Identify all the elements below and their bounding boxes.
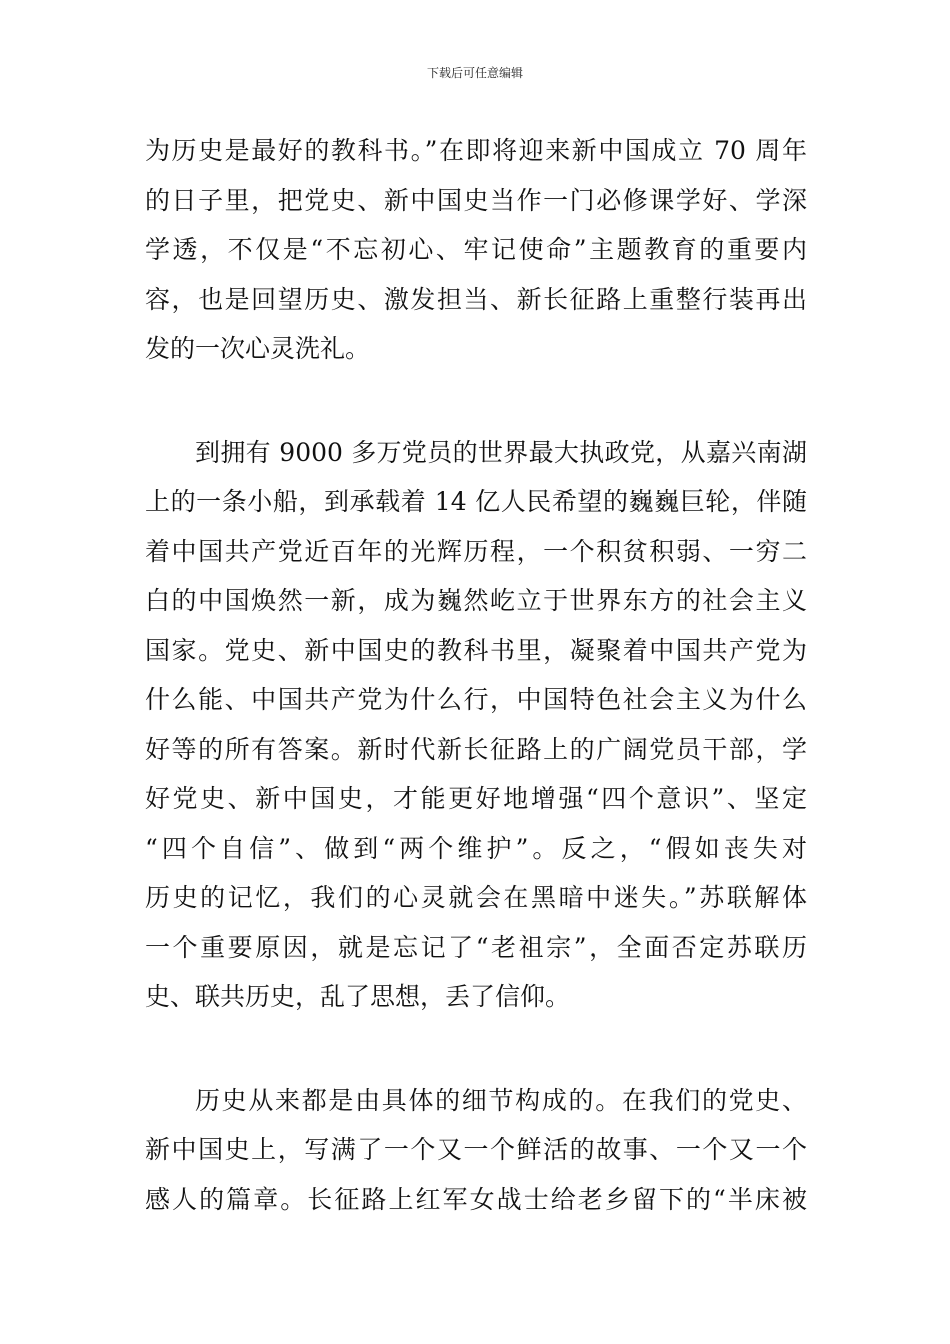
text-line: 史、联共历史，乱了思想，丢了信仰。: [145, 982, 571, 1011]
paragraph-1: [145, 126, 807, 374]
text-line: 什么能、中国共产党为什么行，中国特色社会主义为什么: [145, 685, 807, 714]
text-line: 着中国共产党近百年的光辉历程，一个积贫积弱、一穷二: [145, 536, 807, 566]
paragraph-2: [145, 428, 807, 1022]
text-line: 历史从来都是由具体的细节构成的。在我们的党史、: [195, 1085, 807, 1115]
text-line: 国家。党史、新中国史的教科书里，凝聚着中国共产党为: [145, 635, 807, 665]
text-line: 学透，不仅是“不忘初心、牢记使命”主题教育的重要内: [145, 235, 807, 264]
paragraph-3: [145, 1076, 807, 1225]
text-line: 历史的记忆，我们的心灵就会在黑暗中迷失。”苏联解体: [145, 883, 807, 912]
text-line: 到拥有 9000 多万党员的世界最大执政党，从嘉兴南湖: [195, 437, 807, 467]
paragraph-gap: [145, 374, 807, 428]
document-body: [145, 126, 807, 1224]
text-line: 白的中国焕然一新，成为巍然屹立于世界东方的社会主义: [145, 586, 807, 615]
text-line: 好党史、新中国史，才能更好地增强“四个意识”、坚定: [145, 784, 807, 813]
text-line: 容，也是回望历史、激发担当、新长征路上重整行装再出: [145, 284, 807, 314]
text-line: 感人的篇章。长征路上红军女战士给老乡留下的“半床被: [145, 1184, 807, 1214]
text-line: 好等的所有答案。新时代新长征路上的广阔党员干部，学: [145, 734, 807, 764]
text-line: 发的一次心灵洗礼。: [145, 334, 371, 363]
text-line: 上的一条小船，到承载着 14 亿人民希望的巍巍巨轮，伴随: [145, 487, 807, 516]
text-line: 新中国史上，写满了一个又一个鲜活的故事、一个又一个: [145, 1135, 807, 1164]
paragraph-gap: [145, 1022, 807, 1076]
text-line: 的日子里，把党史、新中国史当作一门必修课学好、学深: [145, 185, 807, 215]
text-line: 一个重要原因，就是忘记了“老祖宗”，全面否定苏联历: [145, 932, 807, 962]
page-header: 下载后可任意编辑: [426, 66, 523, 80]
text-line: 为历史是最好的教科书。”在即将迎来新中国成立 70 周年: [145, 136, 807, 165]
text-line: “四个自信”、做到“两个维护”。反之，“假如丧失对: [145, 833, 807, 863]
